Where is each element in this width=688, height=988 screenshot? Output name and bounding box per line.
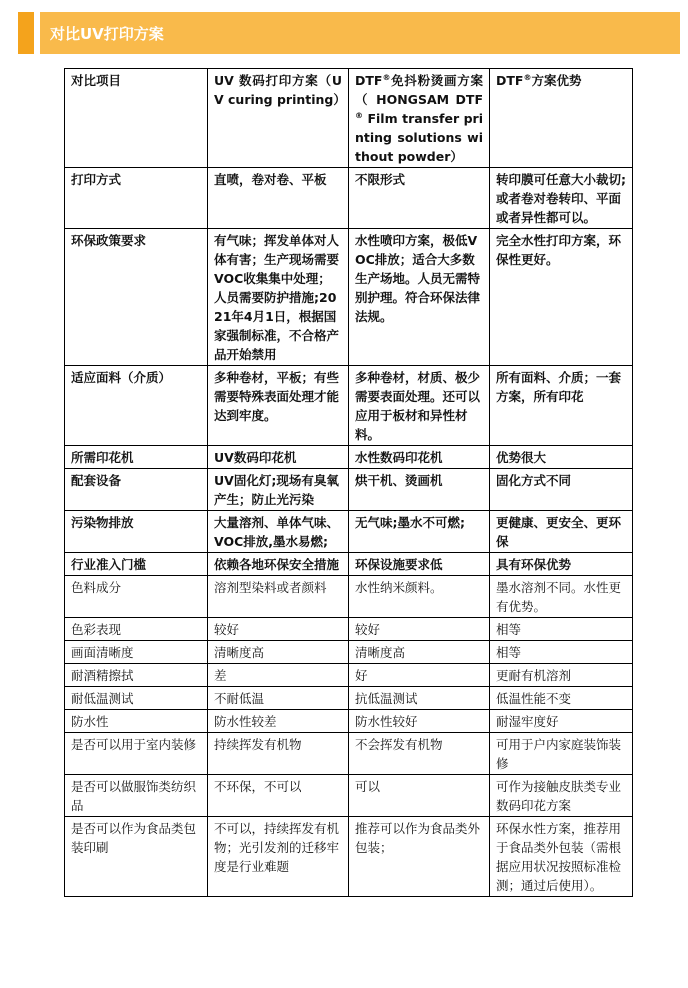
table-row xyxy=(65,168,633,229)
table-row xyxy=(65,687,633,710)
table-row xyxy=(65,229,633,366)
header-cell-advantage: DTF®方案优势 xyxy=(490,69,633,168)
table-row xyxy=(65,553,633,576)
table-row xyxy=(65,469,633,511)
row-uv-cell: 大量溶剂、单体气味、VOC排放,墨水易燃; xyxy=(208,511,349,553)
row-dtf-cell: 防水性较好 xyxy=(349,710,490,733)
row-advantage-cell: 相等 xyxy=(490,641,633,664)
table-row xyxy=(65,366,633,446)
table-row xyxy=(65,775,633,817)
row-advantage-cell: 墨水溶剂不同。水性更有优势。 xyxy=(490,576,633,618)
row-uv-cell: 持续挥发有机物 xyxy=(208,733,349,775)
table-row xyxy=(65,511,633,553)
row-uv-cell: UV固化灯;现场有臭氧产生；防止光污染 xyxy=(208,469,349,511)
row-item-cell: 耐低温测试 xyxy=(65,687,208,710)
row-dtf-cell: 较好 xyxy=(349,618,490,641)
row-advantage-cell: 耐湿牢度好 xyxy=(490,710,633,733)
table-row xyxy=(65,641,633,664)
row-item-cell: 行业准入门槛 xyxy=(65,553,208,576)
section-title: 对比UV打印方案 xyxy=(50,24,164,43)
row-dtf-cell: 环保设施要求低 xyxy=(349,553,490,576)
table-row xyxy=(65,618,633,641)
row-item-cell: 耐酒精擦拭 xyxy=(65,664,208,687)
row-dtf-cell: 推荐可以作为食品类外包装； xyxy=(349,817,490,897)
row-item-cell: 是否可以作为食品类包装印刷 xyxy=(65,817,208,897)
row-item-cell: 色彩表现 xyxy=(65,618,208,641)
row-item-cell: 色料成分 xyxy=(65,576,208,618)
table-row xyxy=(65,817,633,897)
row-advantage-cell: 可作为接触皮肤类专业数码印花方案 xyxy=(490,775,633,817)
header-cell-uv: UV 数码打印方案（UV curing printing） xyxy=(208,69,349,168)
row-item-cell: 是否可以做服饰类纺织品 xyxy=(65,775,208,817)
row-advantage-cell: 可用于户内家庭装饰装修 xyxy=(490,733,633,775)
row-uv-cell: 清晰度高 xyxy=(208,641,349,664)
row-item-cell: 所需印花机 xyxy=(65,446,208,469)
row-advantage-cell: 更耐有机溶剂 xyxy=(490,664,633,687)
row-advantage-cell: 具有环保优势 xyxy=(490,553,633,576)
row-uv-cell: 依赖各地环保安全措施 xyxy=(208,553,349,576)
table-row xyxy=(65,710,633,733)
row-uv-cell: 差 xyxy=(208,664,349,687)
row-dtf-cell: 不会挥发有机物 xyxy=(349,733,490,775)
row-uv-cell: 溶剂型染料或者颜料 xyxy=(208,576,349,618)
row-advantage-cell: 转印膜可任意大小裁切;或者卷对卷转印、平面或者异性都可以。 xyxy=(490,168,633,229)
row-advantage-cell: 所有面料、介质；一套方案，所有印花 xyxy=(490,366,633,446)
row-uv-cell: 多种卷材，平板；有些需要特殊表面处理才能达到牢度。 xyxy=(208,366,349,446)
row-dtf-cell: 多种卷材，材质、极少需要表面处理。还可以应用于板材和异性材料。 xyxy=(349,366,490,446)
banner-bar xyxy=(40,12,680,54)
row-item-cell: 画面清晰度 xyxy=(65,641,208,664)
table-row xyxy=(65,576,633,618)
header-cell-item: 对比项目 xyxy=(65,69,208,168)
row-dtf-cell: 好 xyxy=(349,664,490,687)
table-header-row xyxy=(65,69,633,168)
row-advantage-cell: 优势很大 xyxy=(490,446,633,469)
row-advantage-cell: 相等 xyxy=(490,618,633,641)
row-dtf-cell: 水性纳米颜料。 xyxy=(349,576,490,618)
row-uv-cell: UV数码印花机 xyxy=(208,446,349,469)
row-item-cell: 是否可以用于室内装修 xyxy=(65,733,208,775)
row-dtf-cell: 水性数码印花机 xyxy=(349,446,490,469)
row-dtf-cell: 无气味;墨水不可燃; xyxy=(349,511,490,553)
row-advantage-cell: 环保水性方案，推荐用于食品类外包装（需根据应用状况按照标准检测；通过后使用）。 xyxy=(490,817,633,897)
row-uv-cell: 较好 xyxy=(208,618,349,641)
table-row xyxy=(65,446,633,469)
row-dtf-cell: 清晰度高 xyxy=(349,641,490,664)
row-dtf-cell: 抗低温测试 xyxy=(349,687,490,710)
row-item-cell: 防水性 xyxy=(65,710,208,733)
row-advantage-cell: 固化方式不同 xyxy=(490,469,633,511)
row-advantage-cell: 更健康、更安全、更环保 xyxy=(490,511,633,553)
row-uv-cell: 有气味；挥发单体对人体有害；生产现场需要VOC收集集中处理；人员需要防护措施;2021年4月1日，根据国家强制标准，不合格产品开始禁用 xyxy=(208,229,349,366)
table-row xyxy=(65,664,633,687)
row-uv-cell: 直喷，卷对卷、平板 xyxy=(208,168,349,229)
row-dtf-cell: 烘干机、烫画机 xyxy=(349,469,490,511)
row-advantage-cell: 低温性能不变 xyxy=(490,687,633,710)
row-item-cell: 打印方式 xyxy=(65,168,208,229)
row-dtf-cell: 水性喷印方案，极低VOC排放；适合大多数生产场地。人员无需特别护理。符合环保法律法规。 xyxy=(349,229,490,366)
comparison-table-body xyxy=(65,69,633,897)
comparison-table xyxy=(64,68,633,897)
banner-accent xyxy=(18,12,34,54)
table-row xyxy=(65,733,633,775)
row-uv-cell: 不耐低温 xyxy=(208,687,349,710)
row-dtf-cell: 不限形式 xyxy=(349,168,490,229)
row-uv-cell: 不环保，不可以 xyxy=(208,775,349,817)
row-uv-cell: 防水性较差 xyxy=(208,710,349,733)
row-dtf-cell: 可以 xyxy=(349,775,490,817)
row-item-cell: 适应面料（介质） xyxy=(65,366,208,446)
row-uv-cell: 不可以，持续挥发有机物；光引发剂的迁移牢度是行业难题 xyxy=(208,817,349,897)
row-advantage-cell: 完全水性打印方案，环保性更好。 xyxy=(490,229,633,366)
section-banner xyxy=(18,12,680,54)
header-cell-dtf: DTF®免抖粉烫画方案（ HONGSAM DTF® Film transfer printing solutions without powder） xyxy=(349,69,490,168)
row-item-cell: 环保政策要求 xyxy=(65,229,208,366)
row-item-cell: 配套设备 xyxy=(65,469,208,511)
row-item-cell: 污染物排放 xyxy=(65,511,208,553)
